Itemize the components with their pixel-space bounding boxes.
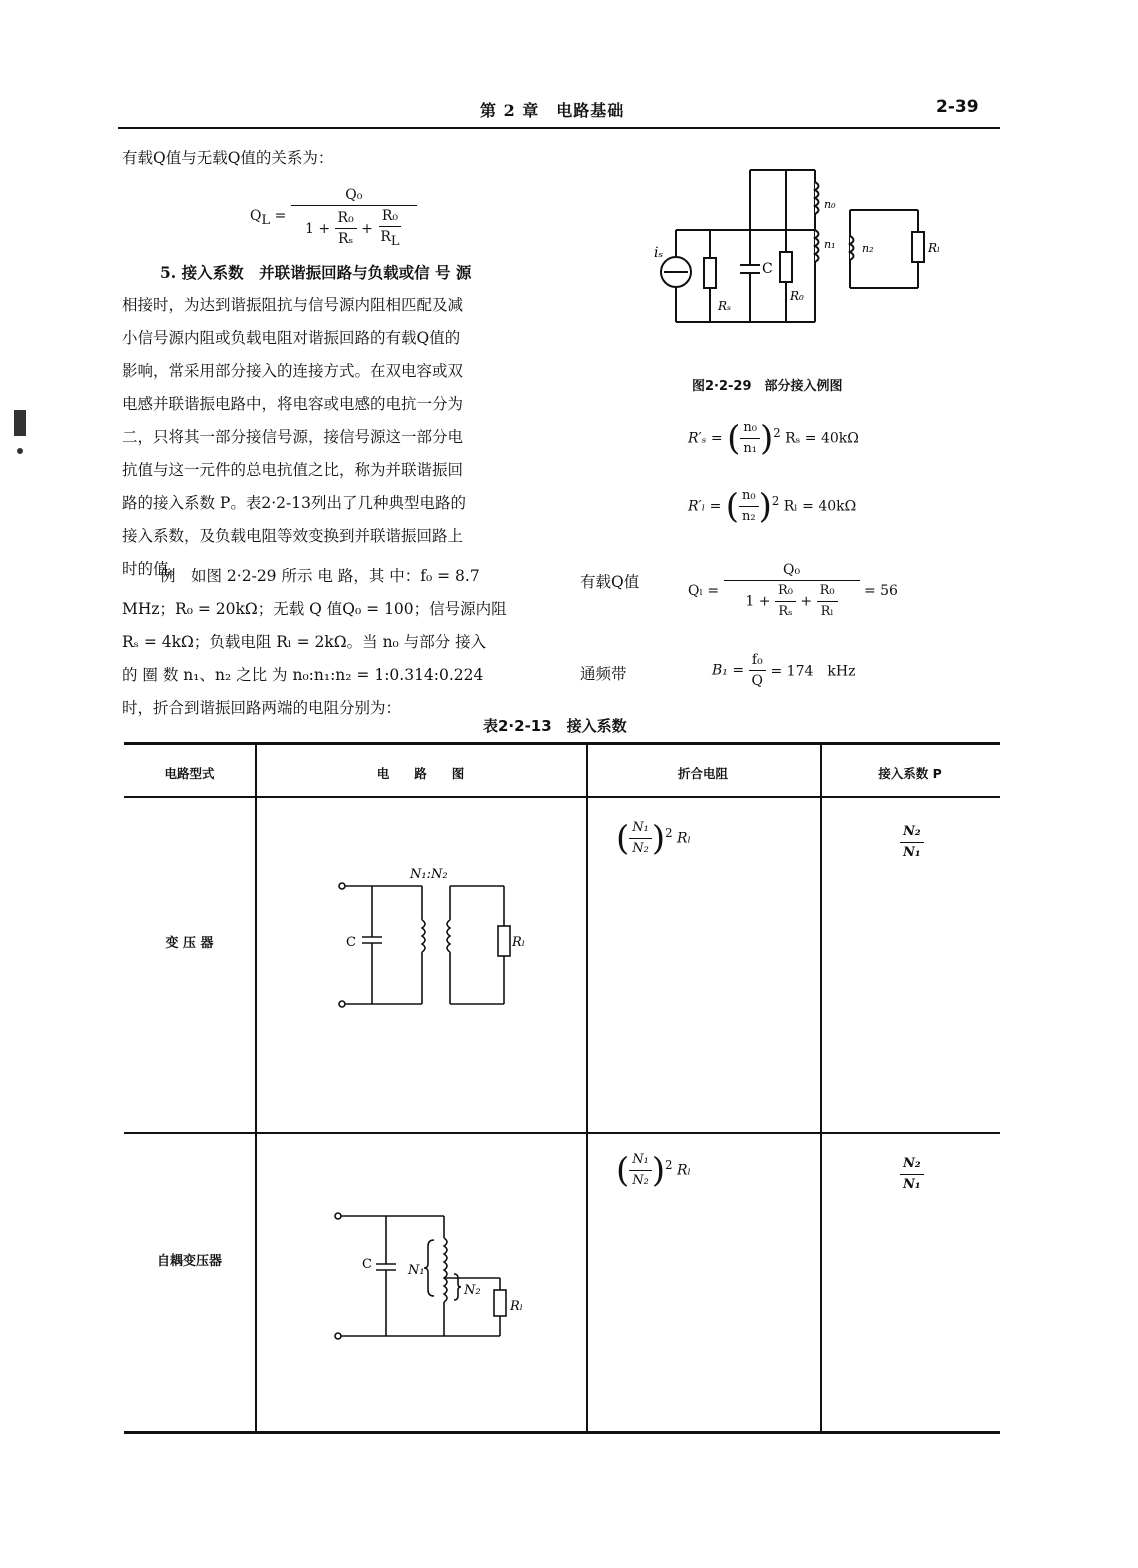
table-col-divider — [820, 742, 822, 1434]
header-circuit-diagram: 电 路 图 — [376, 766, 465, 781]
label-r0: R₀ — [790, 289, 804, 303]
paragraph-line: 二，只将其一部分接信号源，接信号源这一部分电 — [122, 428, 464, 446]
paragraph-line: 抗值与这一元件的总电抗值之比，称为并联谐振回 — [122, 461, 464, 479]
row-type-autotransformer: 自耦变压器 — [156, 1254, 222, 1269]
label-ratio: N₁:N₂ — [410, 867, 448, 882]
table-title: 表2·2-13 接入系数 — [483, 717, 627, 735]
label-rl: Rₗ — [510, 1299, 523, 1314]
label-rl: Rₗ — [928, 241, 940, 255]
autotransformer-diagram — [314, 1204, 544, 1354]
header-circuit-type: 电路型式 — [164, 766, 215, 781]
transformer-coefficient: $\frac{\text{N₂}}{\text{N₁}}$ — [900, 822, 924, 863]
paragraph-line: 时的值。 — [122, 560, 185, 578]
autotransformer-coefficient: $\frac{\text{N₂}}{\text{N₁}}$ — [900, 1154, 924, 1195]
table-col-divider — [255, 742, 257, 1434]
label-n1: N₁ — [408, 1263, 425, 1278]
example-line: 例 如图 2·2-29 所示 电 路，其 中：f₀ = 8.7 — [160, 567, 480, 585]
intro-text: 有载Q值与无载Q值的关系为： — [122, 149, 334, 167]
page-number: 2-39 — [936, 97, 979, 117]
paragraph-line: 5. 接入系数 并联谐振回路与负载或信 号 源 — [160, 263, 472, 282]
margin-dot — [17, 448, 23, 454]
label-n1: n₁ — [824, 238, 836, 251]
formula-rl-prime: R′ₗ = ( $\frac{\text{n₀}}{\text{n₂}}$ )$^2$ Rₗ = 40kΩ — [688, 486, 857, 527]
label-is: iₛ — [654, 245, 664, 261]
chapter-title: 第 2 章 电路基础 — [480, 101, 625, 120]
formula-ql-fraction: Q₀ 1 + $\frac{\text{R₀}}{\text{Rₛ}}$ + $\frac{\text{R₀}}{R_L}$ — [291, 185, 417, 252]
paragraph-line: 相接时，为达到谐振阻抗与信号源内阻相匹配及减 — [122, 296, 464, 314]
transformer-resistance: ( $\frac{\text{N₁}}{\text{N₂}}$ )$^2$ Rₗ — [616, 818, 691, 859]
label-c: C — [346, 935, 356, 950]
access-coefficient-table — [124, 742, 1000, 1434]
paragraph-line: 电感并联谐振电路中，将电容或电感的电抗一分为 — [122, 395, 464, 413]
paragraph-line: 路的接入系数 P。表2·2-13列出了几种典型电路的 — [122, 494, 466, 512]
figure-caption: 图2·2-29 部分接入例图 — [692, 379, 843, 394]
label-c: C — [762, 261, 773, 277]
margin-mark — [14, 410, 26, 436]
table-col-divider — [586, 742, 588, 1434]
formula-bandwidth: B₁ = $\frac{\text{f₀}}{Q}$ = 174 kHz — [712, 652, 856, 689]
transformer-diagram — [314, 860, 544, 1010]
formula-rs-prime: R′ₛ = ( $\frac{\text{n₀}}{\text{n₁}}$ )$^2$ Rₛ = 40kΩ — [688, 418, 859, 459]
circuit-figure-2-2-29 — [650, 160, 960, 335]
example-line: 时，折合到谐振回路两端的电阻分别为： — [122, 699, 402, 717]
formula-ql: $Q_L$ = Q₀ 1 + $\frac{\text{R₀}}{\text{Rₛ}}$ + $\frac{\text{R₀}}{R_L}$ — [250, 185, 417, 252]
header-equivalent-resistance: 折合电阻 — [677, 766, 728, 781]
paragraph-line: 接入系数，及负载电阻等效变换到并联谐振回路上 — [122, 527, 464, 545]
example-line: 的 圈 数 n₁、n₂ 之比 为 n₀:n₁:n₂ = 1:0.314:0.224 — [122, 666, 484, 684]
label-c: C — [362, 1257, 372, 1272]
header-access-coefficient: 接入系数 P — [878, 766, 942, 781]
example-line: Rₛ = 4kΩ；负载电阻 Rₗ = 2kΩ。当 n₀ 与部分 接入 — [122, 633, 487, 651]
autotransformer-resistance: ( $\frac{\text{N₁}}{\text{N₂}}$ )$^2$ Rₗ — [616, 1150, 691, 1191]
label-n2: N₂ — [464, 1283, 481, 1298]
header-rule — [118, 127, 1000, 129]
bandwidth-label: 通频带 — [580, 665, 627, 683]
formula-loaded-q: Qₗ = Q₀ 1 + $\frac{\text{R₀}}{\text{Rₛ}}$ + $\frac{\text{R₀}}{\text{Rₗ}}$ = 56 — [688, 562, 898, 619]
loaded-q-label: 有载Q值 — [580, 573, 640, 591]
paragraph-line: 影响，常采用部分接入的连接方式。在双电容或双 — [122, 362, 464, 380]
paragraph-line: 小信号源内阻或负载电阻对谐振回路的有载Q值的 — [122, 329, 461, 347]
row-type-transformer: 变 压 器 — [165, 936, 214, 951]
example-line: MHz；R₀ = 20kΩ；无载 Q 值Q₀ = 100；信号源内阻 — [122, 600, 507, 618]
label-rs: Rₛ — [718, 299, 732, 313]
label-n0: n₀ — [824, 198, 836, 211]
label-rl: Rₗ — [512, 935, 525, 950]
example-text — [122, 560, 547, 730]
label-n2: n₂ — [862, 242, 874, 255]
